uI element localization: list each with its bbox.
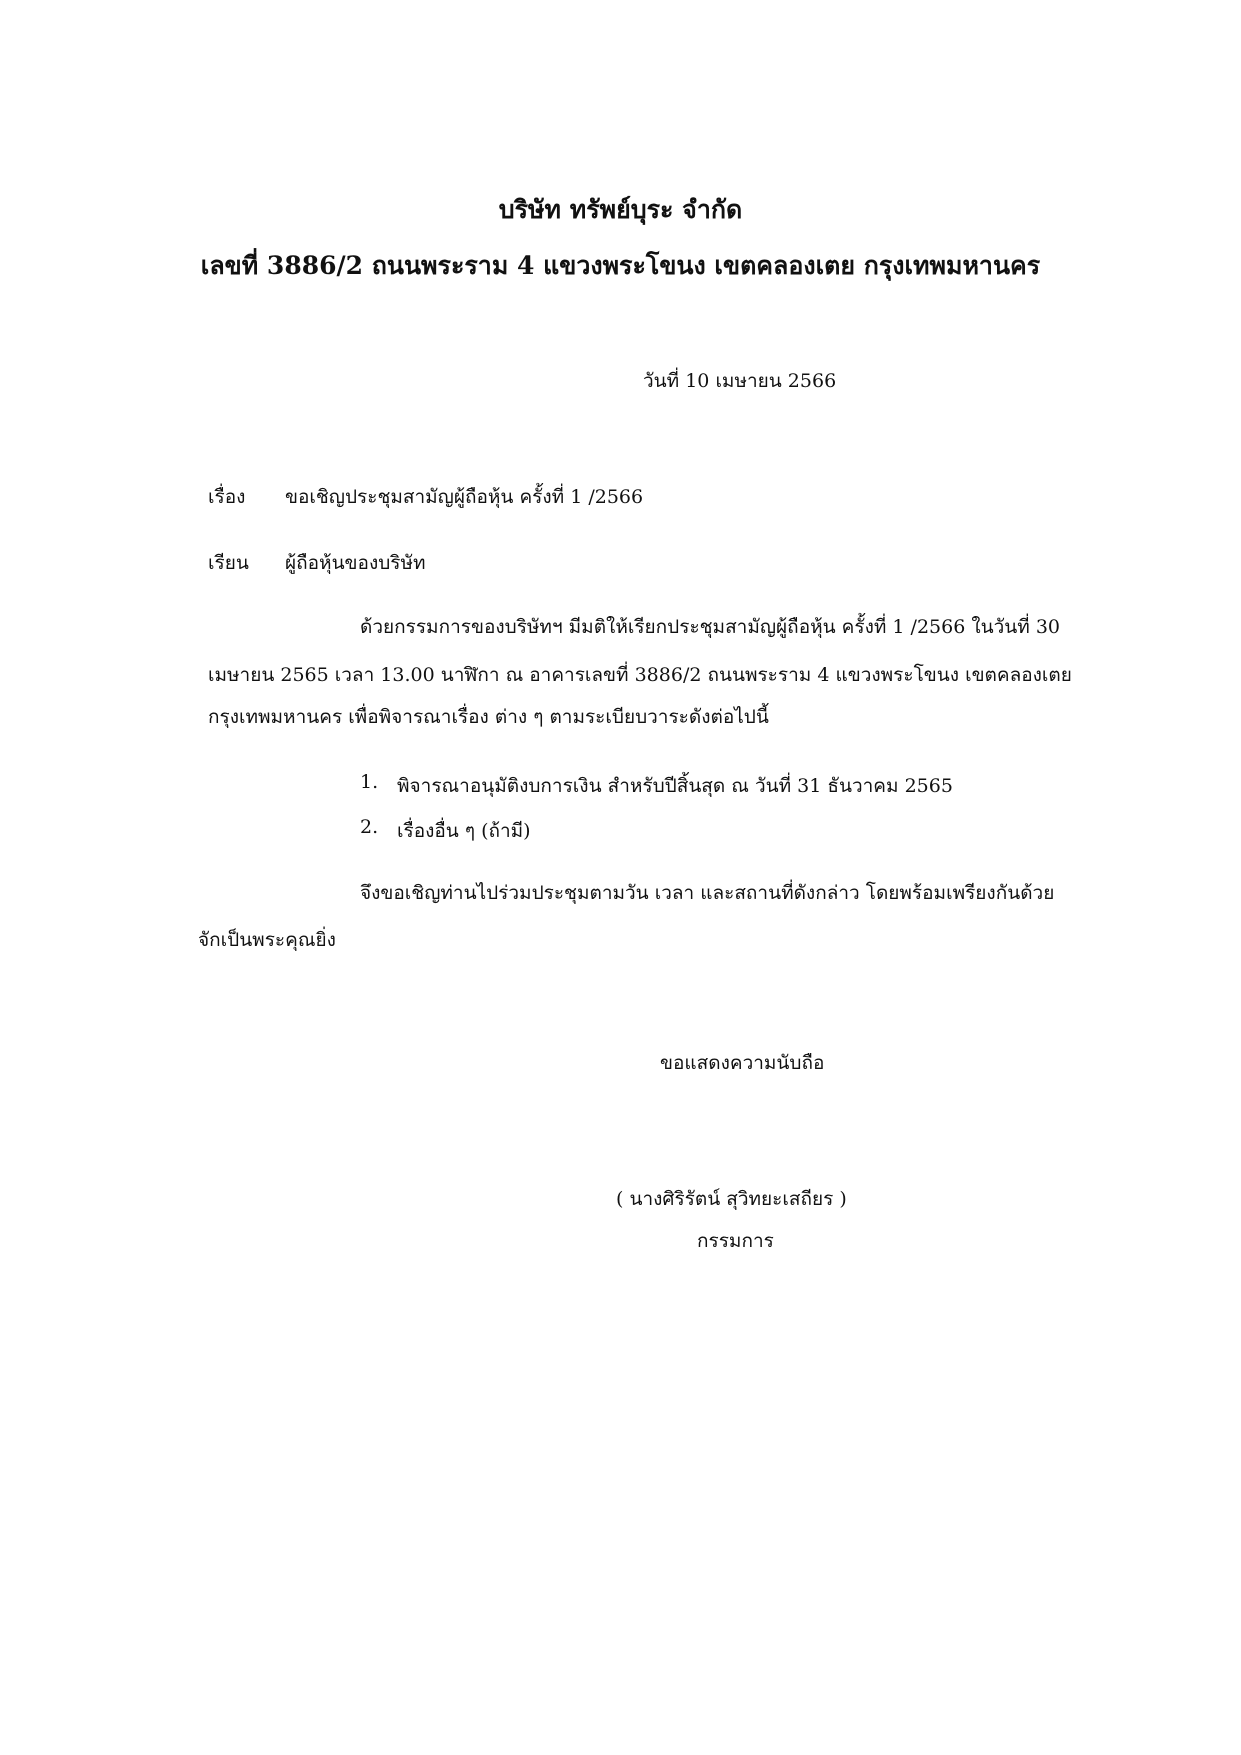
agenda-item-2-text: เรื่องอื่น ๆ (ถ้ามี) <box>397 820 531 842</box>
subject-label: เรื่อง <box>208 486 246 508</box>
agenda-item-1-number: 1. <box>360 771 379 793</box>
recipient-text: ผู้ถือหุ้นของบริษัท <box>285 552 426 574</box>
signatory-title: กรรมการ <box>697 1230 774 1252</box>
agenda-item-1-text: พิจารณาอนุมัติงบการเงิน สำหรับปีสิ้นสุด ณ วันที่ 31 ธันวาคม 2565 <box>397 775 953 797</box>
recipient-label: เรียน <box>208 552 249 574</box>
regards: ขอแสดงความนับถือ <box>660 1052 825 1074</box>
closing-line-1: จึงขอเชิญท่านไปร่วมประชุมตามวัน เวลา และสถานที่ดังกล่าว โดยพร้อมเพรียงกันด้วย <box>360 882 1055 904</box>
subject-text: ขอเชิญประชุมสามัญผู้ถือหุ้น ครั้งที่ 1 /2566 <box>285 486 644 508</box>
letter-date: วันที่ 10 เมษายน 2566 <box>643 370 837 392</box>
company-name: บริษัท ทรัพย์บุระ จำกัด <box>498 195 743 224</box>
agenda-item-2-number: 2. <box>360 816 379 838</box>
company-address: เลขที่ 3886/2 ถนนพระราม 4 แขวงพระโขนง เขตคลองเตย กรุงเทพมหานคร <box>200 251 1041 280</box>
signatory-name: ( นางศิริรัตน์ สุวิทยะเสถียร ) <box>616 1188 847 1210</box>
body-line-2: เมษายน 2565 เวลา 13.00 นาฬิกา ณ อาคารเลขที่ 3886/2 ถนนพระราม 4 แขวงพระโขนง เขตคลองเตย <box>208 664 1072 686</box>
body-line-1: ด้วยกรรมการของบริษัทฯ มีมติให้เรียกประชุมสามัญผู้ถือหุ้น ครั้งที่ 1 /2566 ในวันที่ 30 <box>360 616 1060 638</box>
body-line-3: กรุงเทพมหานคร เพื่อพิจารณาเรื่อง ต่าง ๆ ตามระเบียบวาระดังต่อไปนี้ <box>208 706 769 728</box>
closing-line-2: จักเป็นพระคุณยิ่ง <box>198 929 336 951</box>
